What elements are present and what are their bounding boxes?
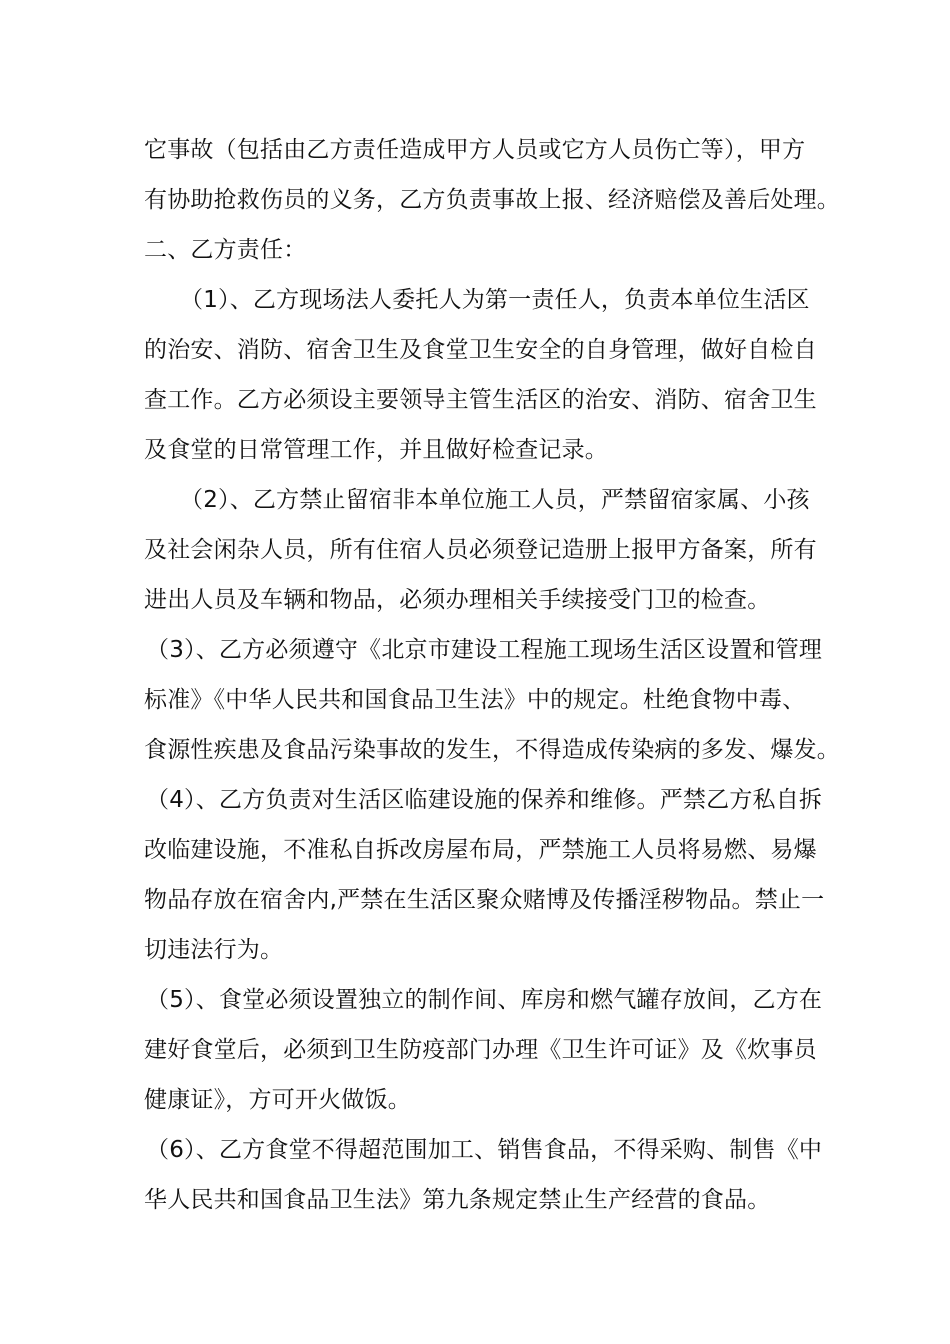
body-text-line: 切违法行为。 <box>144 937 284 963</box>
clause-4-text: （4）、乙方负责对生活区临建设施的保养和维修。严禁乙方私自拆 <box>146 787 823 813</box>
body-text-line: 物品存放在宿舍内,严禁在生活区聚众赌博及传播淫秽物品。禁止一 <box>144 887 825 913</box>
body-text-line: 有协助抢救伤员的义务，乙方负责事故上报、经济赔偿及善后处理。 <box>144 187 840 213</box>
body-text-line: 它事故（包括由乙方责任造成甲方人员或它方人员伤亡等），甲方 <box>144 137 806 163</box>
body-text-line: 华人民共和国食品卫生法》第九条规定禁止生产经营的食品。 <box>144 1187 771 1213</box>
body-text-line: 及社会闲杂人员，所有住宿人员必须登记造册上报甲方备案，所有 <box>144 537 817 563</box>
body-text-line: 建好食堂后，必须到卫生防疫部门办理《卫生许可证》及《炊事员 <box>144 1037 817 1063</box>
body-text-line: 及食堂的日常管理工作，并且做好检查记录。 <box>144 437 608 463</box>
section-heading: 二、乙方责任： <box>144 237 307 263</box>
clause-6-text: （6）、乙方食堂不得超范围加工、销售食品，不得采购、制售《中 <box>146 1137 823 1163</box>
body-text-line: 的治安、消防、宿舍卫生及食堂卫生安全的自身管理，做好自检自 <box>144 337 817 363</box>
clause-1-text: （1）、乙方现场法人委托人为第一责任人，负责本单位生活区 <box>180 287 810 313</box>
body-text-line: 食源性疾患及食品污染事故的发生，不得造成传染病的多发、爆发。 <box>144 737 840 763</box>
clause-2-text: （2）、乙方禁止留宿非本单位施工人员，严禁留宿家属、小孩 <box>180 487 810 513</box>
clause-5-text: （5）、食堂必须设置独立的制作间、库房和燃气罐存放间，乙方在 <box>146 987 823 1013</box>
body-text-line: 改临建设施，不准私自拆改房屋布局，严禁施工人员将易燃、易爆 <box>144 837 817 863</box>
clause-3-text: （3）、乙方必须遵守《北京市建设工程施工现场生活区设置和管理 <box>146 637 823 663</box>
body-text-line: 进出人员及车辆和物品，必须办理相关手续接受门卫的检查。 <box>144 587 771 613</box>
body-text-line: 标准》《中华人民共和国食品卫生法》中的规定。杜绝食物中毒、 <box>144 687 806 713</box>
body-text-line: 查工作。乙方必须设主要领导主管生活区的治安、消防、宿舍卫生 <box>144 387 817 413</box>
body-text-line: 健康证》，方可开火做饭。 <box>144 1087 411 1113</box>
